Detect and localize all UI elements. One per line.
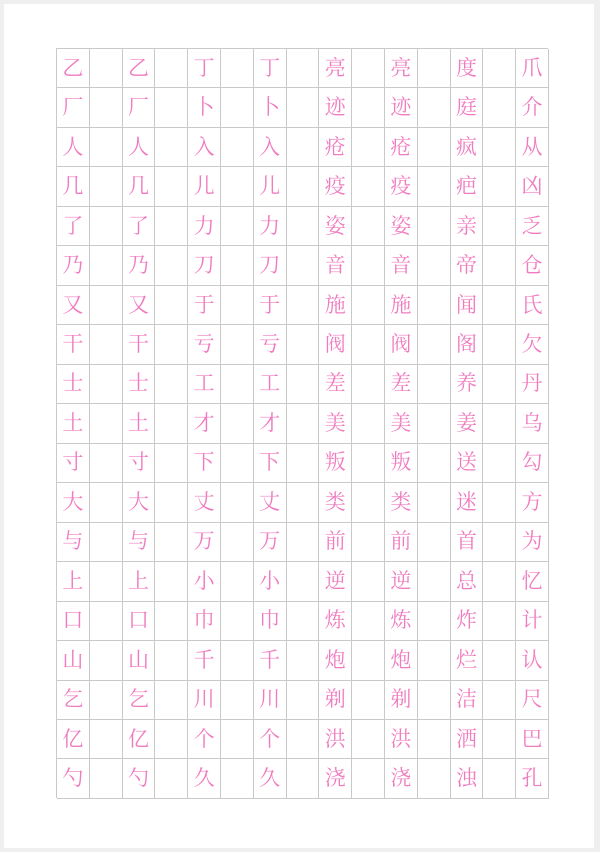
practice-character: 于 — [254, 286, 287, 325]
blank-practice-cell — [483, 523, 516, 562]
blank-practice-cell — [287, 286, 320, 325]
blank-practice-cell — [418, 759, 451, 798]
practice-character: 亮 — [385, 49, 418, 88]
blank-practice-cell — [418, 720, 451, 759]
practice-character: 千 — [254, 641, 287, 680]
practice-character: 川 — [254, 681, 287, 720]
practice-character: 刀 — [188, 246, 221, 285]
blank-practice-cell — [155, 444, 188, 483]
blank-practice-cell — [418, 49, 451, 88]
practice-character: 久 — [188, 759, 221, 798]
practice-character: 小 — [254, 562, 287, 601]
practice-character: 阁 — [451, 325, 484, 364]
practice-character: 卜 — [254, 88, 287, 127]
blank-practice-cell — [155, 286, 188, 325]
practice-character: 总 — [451, 562, 484, 601]
blank-practice-cell — [155, 167, 188, 206]
blank-practice-cell — [483, 602, 516, 641]
practice-character: 干 — [123, 325, 156, 364]
blank-practice-cell — [352, 325, 385, 364]
practice-character: 勺 — [57, 759, 90, 798]
blank-practice-cell — [418, 602, 451, 641]
practice-character: 类 — [319, 483, 352, 522]
practice-character: 人 — [57, 128, 90, 167]
practice-character: 忆 — [516, 562, 549, 601]
blank-practice-cell — [418, 128, 451, 167]
practice-character: 姿 — [319, 207, 352, 246]
blank-practice-cell — [287, 720, 320, 759]
blank-practice-cell — [221, 167, 254, 206]
blank-practice-cell — [221, 681, 254, 720]
blank-practice-cell — [287, 49, 320, 88]
practice-character: 剃 — [385, 681, 418, 720]
practice-character: 施 — [385, 286, 418, 325]
blank-practice-cell — [352, 759, 385, 798]
practice-character: 尺 — [516, 681, 549, 720]
blank-practice-cell — [221, 325, 254, 364]
practice-character: 音 — [385, 246, 418, 285]
blank-practice-cell — [418, 207, 451, 246]
blank-practice-cell — [221, 365, 254, 404]
practice-character: 卜 — [188, 88, 221, 127]
practice-character: 亿 — [57, 720, 90, 759]
practice-character: 几 — [123, 167, 156, 206]
practice-character: 庭 — [451, 88, 484, 127]
practice-character: 迷 — [451, 483, 484, 522]
practice-character: 差 — [385, 365, 418, 404]
blank-practice-cell — [287, 602, 320, 641]
worksheet-page — [4, 4, 594, 848]
practice-character: 刀 — [254, 246, 287, 285]
practice-character: 首 — [451, 523, 484, 562]
blank-practice-cell — [90, 286, 123, 325]
practice-character: 与 — [57, 523, 90, 562]
blank-practice-cell — [287, 88, 320, 127]
practice-character: 人 — [123, 128, 156, 167]
blank-practice-cell — [221, 720, 254, 759]
blank-practice-cell — [221, 562, 254, 601]
practice-character: 方 — [516, 483, 549, 522]
blank-practice-cell — [90, 444, 123, 483]
practice-character: 逆 — [319, 562, 352, 601]
practice-character: 乙 — [123, 49, 156, 88]
blank-practice-cell — [155, 49, 188, 88]
blank-practice-cell — [483, 207, 516, 246]
blank-practice-cell — [221, 207, 254, 246]
blank-practice-cell — [221, 286, 254, 325]
practice-character: 疤 — [451, 167, 484, 206]
blank-practice-cell — [287, 128, 320, 167]
practice-character: 几 — [57, 167, 90, 206]
blank-practice-cell — [221, 128, 254, 167]
blank-practice-cell — [352, 444, 385, 483]
practice-character: 乃 — [57, 246, 90, 285]
practice-character: 阀 — [319, 325, 352, 364]
practice-character: 厂 — [123, 88, 156, 127]
practice-character: 乌 — [516, 404, 549, 443]
blank-practice-cell — [352, 404, 385, 443]
blank-practice-cell — [155, 483, 188, 522]
blank-practice-cell — [352, 365, 385, 404]
practice-character: 施 — [319, 286, 352, 325]
practice-character: 与 — [123, 523, 156, 562]
blank-practice-cell — [483, 562, 516, 601]
blank-practice-cell — [90, 720, 123, 759]
blank-practice-cell — [90, 404, 123, 443]
blank-practice-cell — [287, 246, 320, 285]
practice-character: 为 — [516, 523, 549, 562]
practice-character: 川 — [188, 681, 221, 720]
practice-character: 洪 — [319, 720, 352, 759]
practice-character: 炼 — [385, 602, 418, 641]
practice-character: 了 — [57, 207, 90, 246]
blank-practice-cell — [90, 641, 123, 680]
blank-practice-cell — [418, 286, 451, 325]
blank-practice-cell — [90, 681, 123, 720]
blank-practice-cell — [418, 167, 451, 206]
practice-character: 美 — [319, 404, 352, 443]
blank-practice-cell — [287, 523, 320, 562]
blank-practice-cell — [155, 562, 188, 601]
practice-character: 大 — [123, 483, 156, 522]
blank-practice-cell — [483, 325, 516, 364]
practice-character: 厂 — [57, 88, 90, 127]
practice-character: 迹 — [385, 88, 418, 127]
blank-practice-cell — [352, 88, 385, 127]
practice-character: 入 — [254, 128, 287, 167]
blank-practice-cell — [221, 88, 254, 127]
practice-character: 士 — [57, 365, 90, 404]
practice-character: 浊 — [451, 759, 484, 798]
practice-character: 迹 — [319, 88, 352, 127]
blank-practice-cell — [418, 404, 451, 443]
practice-character: 工 — [188, 365, 221, 404]
practice-character: 亲 — [451, 207, 484, 246]
practice-character: 凶 — [516, 167, 549, 206]
practice-character: 从 — [516, 128, 549, 167]
practice-character: 亿 — [123, 720, 156, 759]
practice-character: 洪 — [385, 720, 418, 759]
blank-practice-cell — [155, 681, 188, 720]
blank-practice-cell — [221, 483, 254, 522]
blank-practice-cell — [287, 562, 320, 601]
practice-character: 浇 — [319, 759, 352, 798]
practice-character: 勾 — [516, 444, 549, 483]
blank-practice-cell — [221, 404, 254, 443]
blank-practice-cell — [90, 602, 123, 641]
blank-practice-cell — [352, 246, 385, 285]
blank-practice-cell — [483, 720, 516, 759]
blank-practice-cell — [352, 681, 385, 720]
practice-character: 乙 — [57, 49, 90, 88]
practice-character: 疮 — [385, 128, 418, 167]
blank-practice-cell — [155, 759, 188, 798]
blank-practice-cell — [352, 641, 385, 680]
blank-practice-cell — [155, 128, 188, 167]
blank-practice-cell — [155, 641, 188, 680]
practice-character: 口 — [57, 602, 90, 641]
practice-character: 乞 — [123, 681, 156, 720]
practice-character: 山 — [123, 641, 156, 680]
blank-practice-cell — [483, 444, 516, 483]
practice-character: 丁 — [254, 49, 287, 88]
blank-practice-cell — [155, 404, 188, 443]
blank-practice-cell — [155, 325, 188, 364]
practice-character: 久 — [254, 759, 287, 798]
practice-character: 巴 — [516, 720, 549, 759]
practice-character: 土 — [123, 404, 156, 443]
practice-character: 孔 — [516, 759, 549, 798]
practice-character: 巾 — [188, 602, 221, 641]
practice-character: 儿 — [188, 167, 221, 206]
blank-practice-cell — [155, 720, 188, 759]
blank-practice-cell — [483, 641, 516, 680]
practice-character: 剃 — [319, 681, 352, 720]
practice-character: 儿 — [254, 167, 287, 206]
practice-character: 姜 — [451, 404, 484, 443]
practice-character: 亏 — [188, 325, 221, 364]
blank-practice-cell — [418, 523, 451, 562]
blank-practice-cell — [287, 483, 320, 522]
blank-practice-cell — [287, 365, 320, 404]
blank-practice-cell — [221, 602, 254, 641]
blank-practice-cell — [483, 483, 516, 522]
practice-character: 浇 — [385, 759, 418, 798]
practice-character: 闻 — [451, 286, 484, 325]
practice-grid — [56, 48, 548, 798]
practice-character: 丈 — [188, 483, 221, 522]
practice-character: 万 — [188, 523, 221, 562]
blank-practice-cell — [418, 444, 451, 483]
blank-practice-cell — [418, 483, 451, 522]
practice-character: 山 — [57, 641, 90, 680]
practice-character: 口 — [123, 602, 156, 641]
blank-practice-cell — [287, 207, 320, 246]
blank-practice-cell — [221, 246, 254, 285]
practice-character: 勺 — [123, 759, 156, 798]
blank-practice-cell — [352, 286, 385, 325]
blank-practice-cell — [287, 444, 320, 483]
practice-character: 才 — [188, 404, 221, 443]
blank-practice-cell — [418, 641, 451, 680]
practice-character: 叛 — [319, 444, 352, 483]
blank-practice-cell — [287, 681, 320, 720]
blank-practice-cell — [352, 562, 385, 601]
practice-character: 力 — [254, 207, 287, 246]
blank-practice-cell — [90, 365, 123, 404]
practice-character: 帝 — [451, 246, 484, 285]
practice-character: 乏 — [516, 207, 549, 246]
blank-practice-cell — [418, 365, 451, 404]
blank-practice-cell — [90, 246, 123, 285]
practice-character: 送 — [451, 444, 484, 483]
blank-practice-cell — [155, 88, 188, 127]
practice-character: 疫 — [319, 167, 352, 206]
blank-practice-cell — [155, 207, 188, 246]
practice-character: 亮 — [319, 49, 352, 88]
practice-character: 叛 — [385, 444, 418, 483]
practice-character: 炸 — [451, 602, 484, 641]
blank-practice-cell — [90, 88, 123, 127]
practice-character: 下 — [188, 444, 221, 483]
practice-character: 又 — [123, 286, 156, 325]
blank-practice-cell — [352, 49, 385, 88]
blank-practice-cell — [483, 246, 516, 285]
practice-character: 乞 — [57, 681, 90, 720]
practice-character: 万 — [254, 523, 287, 562]
practice-character: 度 — [451, 49, 484, 88]
blank-practice-cell — [418, 681, 451, 720]
blank-practice-cell — [352, 207, 385, 246]
blank-practice-cell — [418, 562, 451, 601]
practice-character: 洒 — [451, 720, 484, 759]
practice-character: 了 — [123, 207, 156, 246]
blank-practice-cell — [287, 167, 320, 206]
practice-character: 工 — [254, 365, 287, 404]
blank-practice-cell — [483, 365, 516, 404]
blank-practice-cell — [352, 720, 385, 759]
practice-character: 个 — [188, 720, 221, 759]
practice-character: 介 — [516, 88, 549, 127]
practice-character: 差 — [319, 365, 352, 404]
blank-practice-cell — [352, 483, 385, 522]
practice-character: 阀 — [385, 325, 418, 364]
blank-practice-cell — [155, 246, 188, 285]
blank-practice-cell — [483, 88, 516, 127]
blank-practice-cell — [483, 681, 516, 720]
practice-character: 土 — [57, 404, 90, 443]
blank-practice-cell — [483, 167, 516, 206]
practice-character: 乃 — [123, 246, 156, 285]
blank-practice-cell — [90, 523, 123, 562]
practice-character: 上 — [57, 562, 90, 601]
practice-character: 又 — [57, 286, 90, 325]
practice-character: 炮 — [319, 641, 352, 680]
blank-practice-cell — [221, 49, 254, 88]
practice-character: 炼 — [319, 602, 352, 641]
blank-practice-cell — [483, 286, 516, 325]
practice-character: 丹 — [516, 365, 549, 404]
practice-character: 上 — [123, 562, 156, 601]
blank-practice-cell — [287, 404, 320, 443]
practice-character: 千 — [188, 641, 221, 680]
practice-character: 士 — [123, 365, 156, 404]
blank-practice-cell — [418, 325, 451, 364]
blank-practice-cell — [90, 483, 123, 522]
practice-character: 疯 — [451, 128, 484, 167]
practice-character: 仓 — [516, 246, 549, 285]
practice-character: 烂 — [451, 641, 484, 680]
practice-character: 力 — [188, 207, 221, 246]
practice-character: 丈 — [254, 483, 287, 522]
practice-character: 干 — [57, 325, 90, 364]
practice-character: 美 — [385, 404, 418, 443]
practice-character: 爪 — [516, 49, 549, 88]
blank-practice-cell — [90, 562, 123, 601]
practice-character: 疫 — [385, 167, 418, 206]
practice-character: 前 — [319, 523, 352, 562]
practice-character: 丁 — [188, 49, 221, 88]
practice-character: 寸 — [123, 444, 156, 483]
blank-practice-cell — [483, 128, 516, 167]
practice-character: 养 — [451, 365, 484, 404]
practice-character: 巾 — [254, 602, 287, 641]
practice-character: 认 — [516, 641, 549, 680]
blank-practice-cell — [155, 365, 188, 404]
practice-character: 寸 — [57, 444, 90, 483]
blank-practice-cell — [90, 207, 123, 246]
blank-practice-cell — [90, 325, 123, 364]
blank-practice-cell — [155, 523, 188, 562]
practice-character: 于 — [188, 286, 221, 325]
practice-character: 炮 — [385, 641, 418, 680]
blank-practice-cell — [287, 759, 320, 798]
blank-practice-cell — [221, 523, 254, 562]
practice-character: 疮 — [319, 128, 352, 167]
practice-character: 逆 — [385, 562, 418, 601]
practice-character: 下 — [254, 444, 287, 483]
blank-practice-cell — [352, 523, 385, 562]
blank-practice-cell — [418, 246, 451, 285]
blank-practice-cell — [483, 404, 516, 443]
practice-character: 计 — [516, 602, 549, 641]
blank-practice-cell — [483, 759, 516, 798]
blank-practice-cell — [221, 759, 254, 798]
practice-character: 大 — [57, 483, 90, 522]
practice-character: 洁 — [451, 681, 484, 720]
blank-practice-cell — [90, 128, 123, 167]
blank-practice-cell — [221, 444, 254, 483]
blank-practice-cell — [221, 641, 254, 680]
practice-character: 小 — [188, 562, 221, 601]
blank-practice-cell — [287, 641, 320, 680]
blank-practice-cell — [287, 325, 320, 364]
blank-practice-cell — [352, 602, 385, 641]
practice-character: 氏 — [516, 286, 549, 325]
blank-practice-cell — [352, 128, 385, 167]
blank-practice-cell — [90, 759, 123, 798]
blank-practice-cell — [155, 602, 188, 641]
blank-practice-cell — [418, 88, 451, 127]
practice-character: 欠 — [516, 325, 549, 364]
practice-character: 音 — [319, 246, 352, 285]
practice-character: 个 — [254, 720, 287, 759]
practice-character: 类 — [385, 483, 418, 522]
practice-character: 才 — [254, 404, 287, 443]
blank-practice-cell — [483, 49, 516, 88]
practice-character: 前 — [385, 523, 418, 562]
blank-practice-cell — [90, 167, 123, 206]
practice-character: 亏 — [254, 325, 287, 364]
blank-practice-cell — [90, 49, 123, 88]
practice-character: 入 — [188, 128, 221, 167]
blank-practice-cell — [352, 167, 385, 206]
practice-character: 姿 — [385, 207, 418, 246]
